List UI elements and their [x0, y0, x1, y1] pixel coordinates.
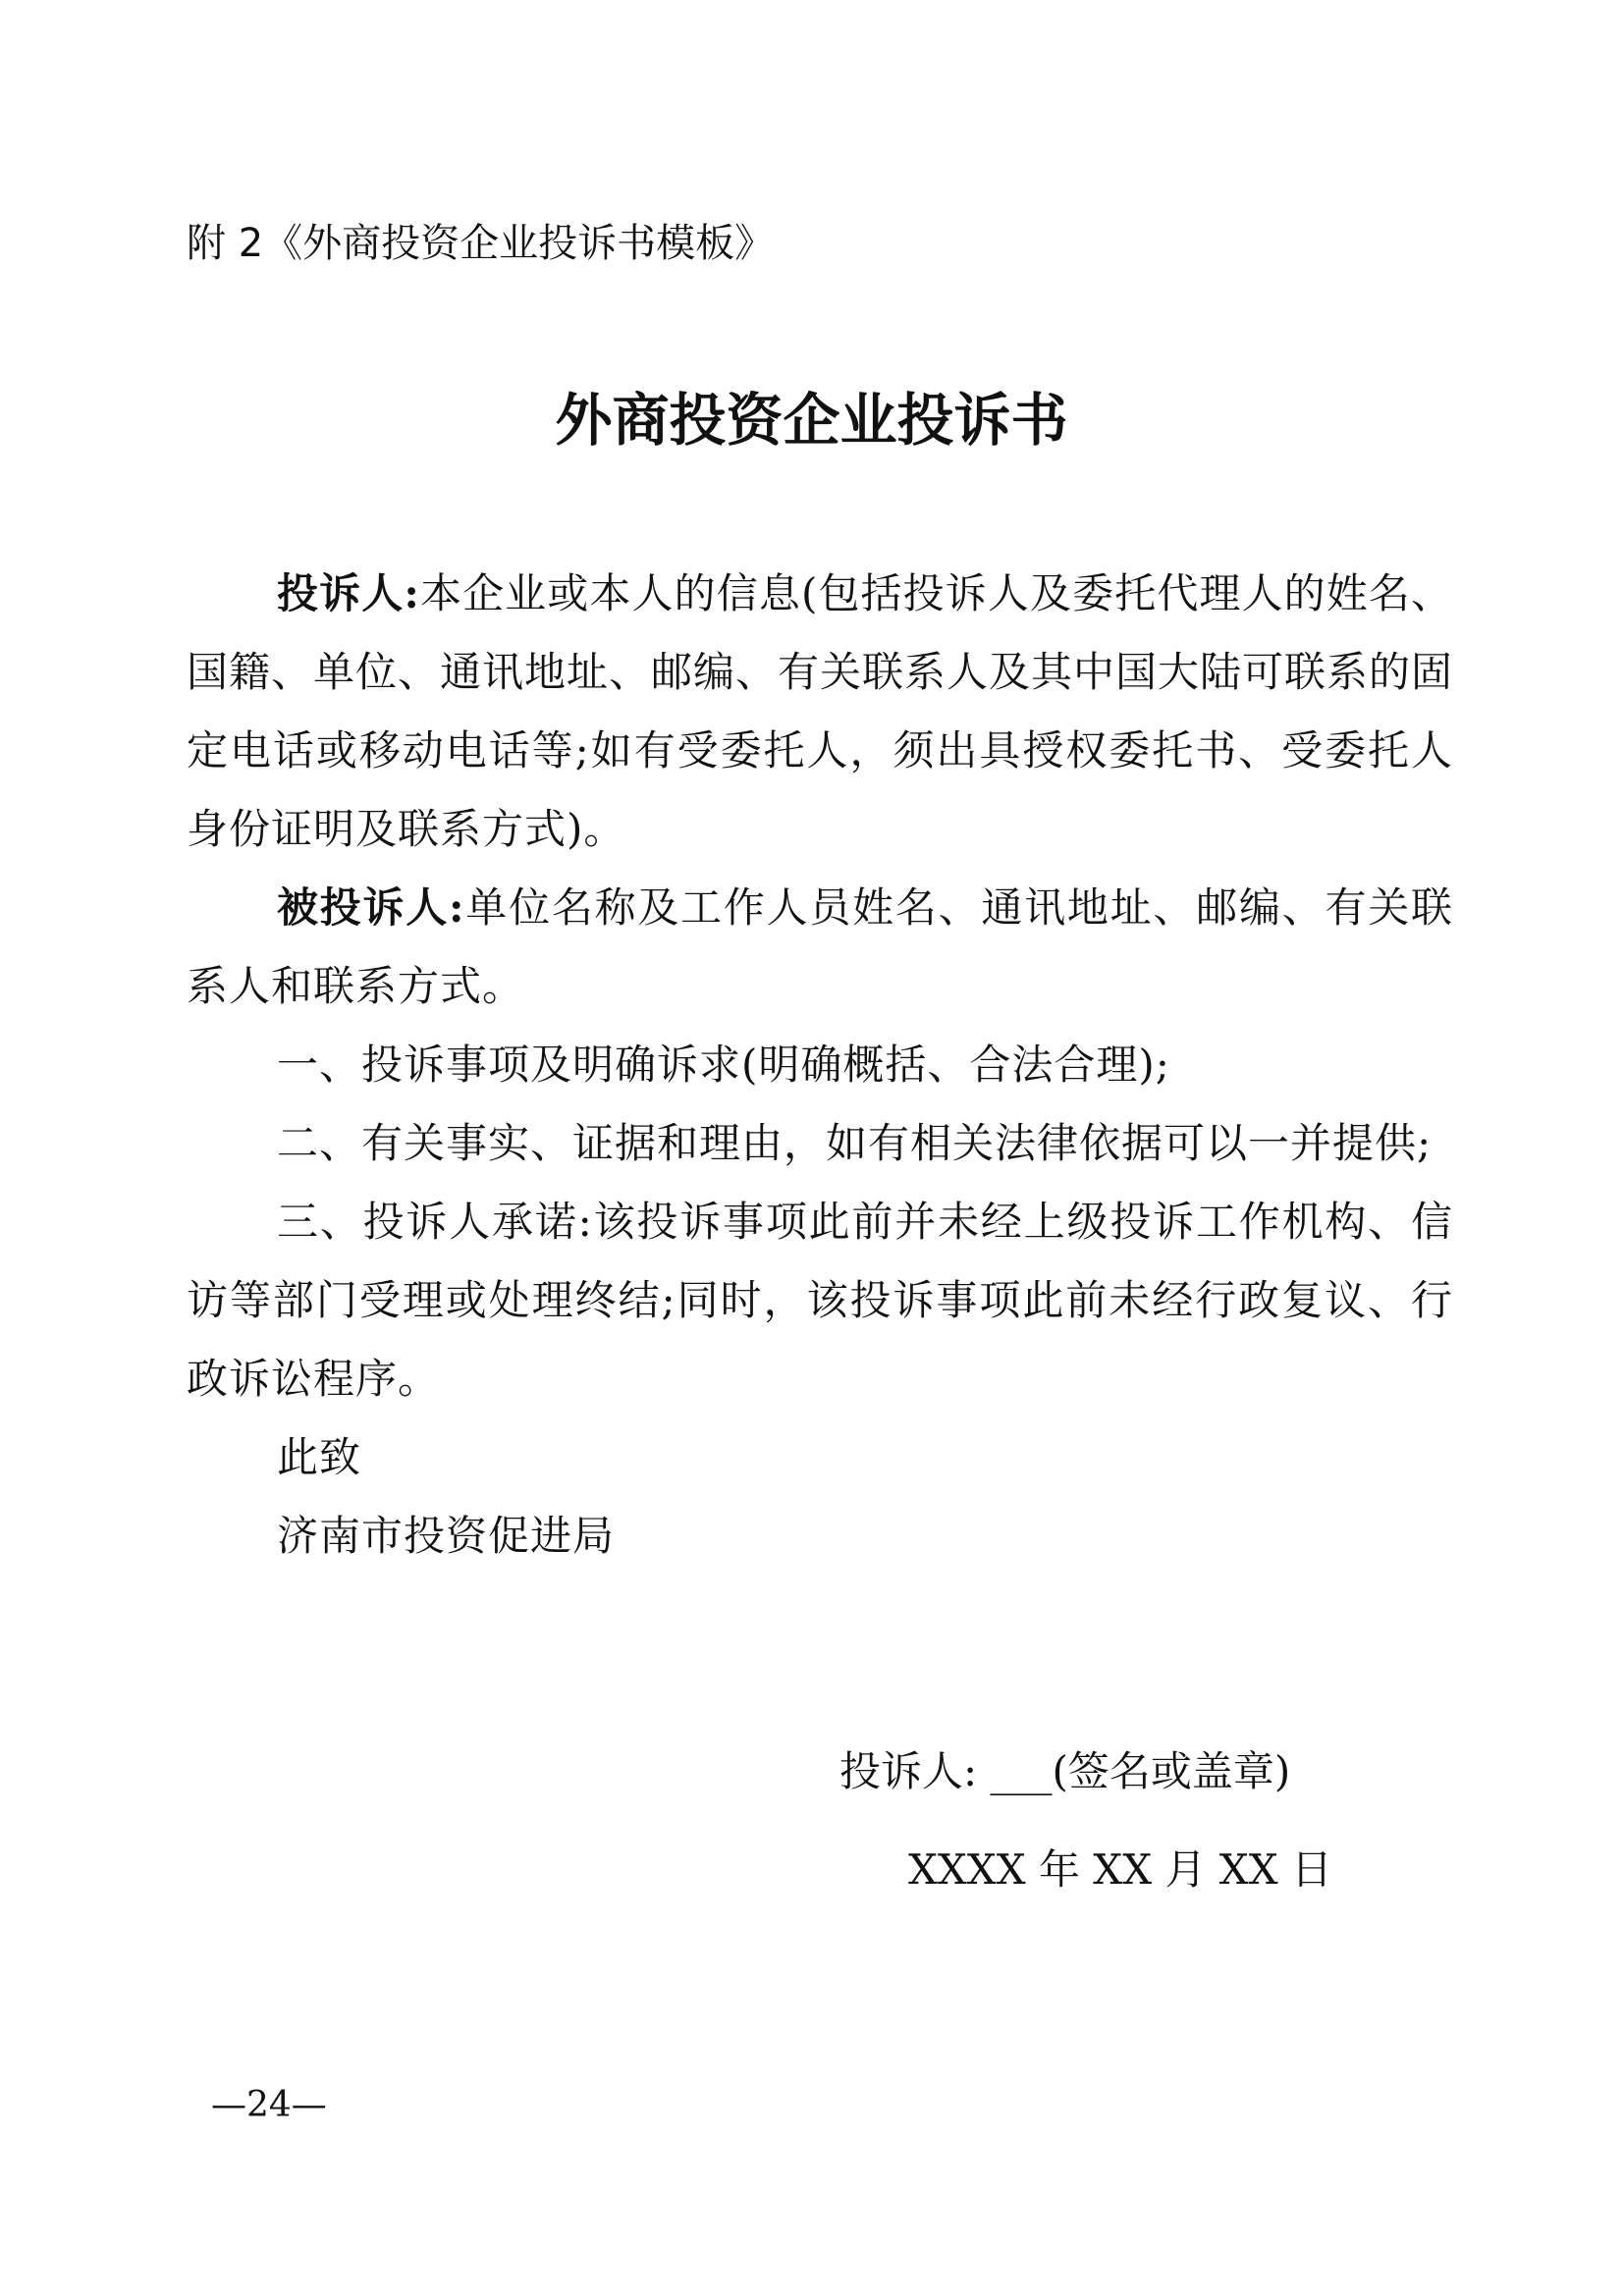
complainant-text: 本企业或本人的信息(包括投诉人及委托代理人的姓名、国籍、单位、通讯地址、邮编、有关联系人及其中国大陆可联系的固定电话或移动电话等;如有受委托人，须出具授权委托书、受委托人身份证明及联系方式)。 — [187, 569, 1454, 853]
item-one: 一、投诉事项及明确诉求(明确概括、合法合理); — [277, 1041, 1170, 1089]
complainant-label: 投诉人: — [277, 569, 420, 617]
item-three: 三、投诉人承诺:该投诉事项此前并未经上级投诉工作机构、信访等部门受理或处理终结;同时，该投诉事项此前未经行政复议、行政诉讼程序。 — [187, 1198, 1453, 1403]
date-line: XXXX 年 XX 月 XX 日 — [908, 1845, 1332, 1894]
document-body — [187, 555, 1453, 1575]
respondent-label: 被投诉人: — [277, 883, 465, 932]
salutation: 此致 — [277, 1433, 362, 1481]
recipient: 济南市投资促进局 — [277, 1512, 616, 1560]
document-title: 外商投资企业投诉书 — [555, 387, 1068, 454]
signature-line: 投诉人: ___(签名或盖章) — [839, 1747, 1291, 1795]
attachment-heading: 附 2《外商投资企业投诉书模板》 — [187, 221, 775, 266]
respondent-text: 单位名称及工作人员姓名、通讯地址、邮编、有关联系人和联系方式。 — [187, 883, 1453, 1010]
page-number: —24— — [211, 2085, 327, 2125]
item-two: 二、有关事实、证据和理由，如有相关法律依据可以一并提供; — [277, 1119, 1433, 1167]
complainant-paragraph — [187, 555, 1453, 869]
respondent-paragraph — [187, 869, 1453, 1026]
